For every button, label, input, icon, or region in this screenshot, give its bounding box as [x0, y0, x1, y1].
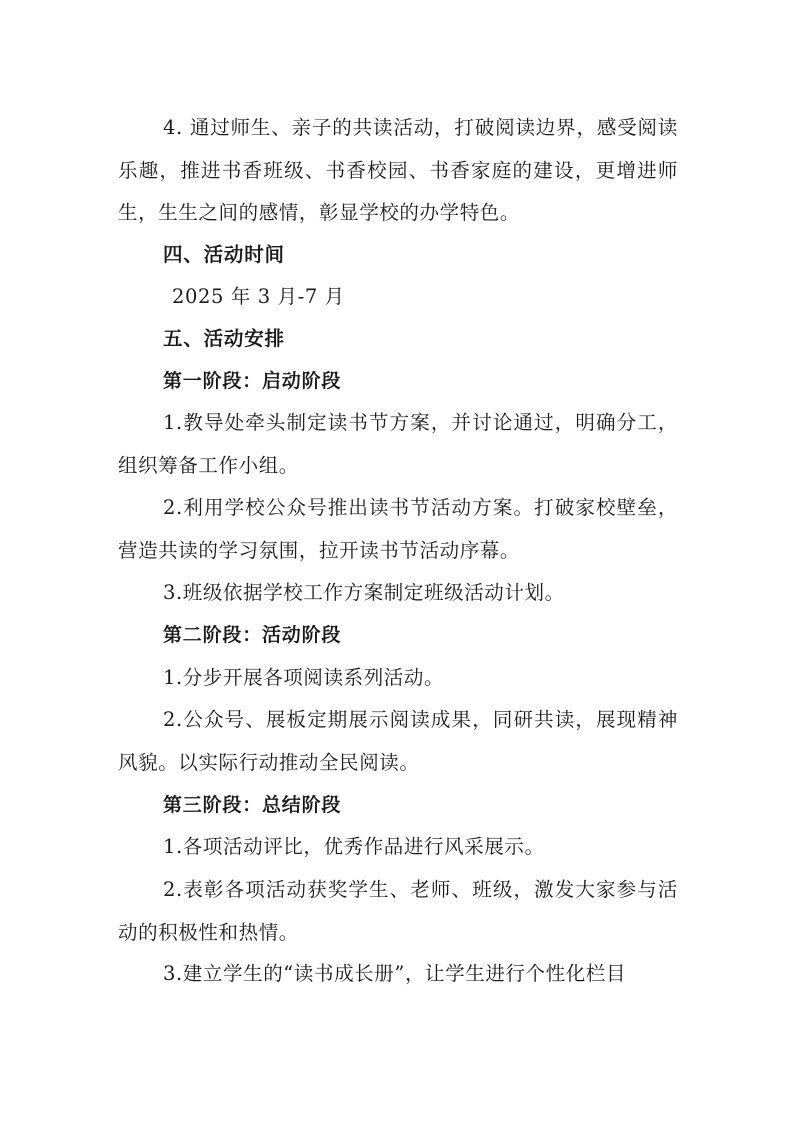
stage-2-title: 第二阶段：活动阶段: [163, 624, 342, 646]
stage-1-item-1: 1.教导处牵头制定读书节方案，并讨论通过，明确分工，组织筹备工作小组。: [118, 411, 678, 477]
stage-3-title: 第三阶段：总结阶段: [163, 794, 342, 816]
stage-1-item-2: 2.利用学校公众号推出读书节活动方案。打破家校壁垒，营造共读的学习氛围，拉开读书节活动序幕。: [118, 496, 678, 562]
stage-3-item-2: 2.表彰各项活动获奖学生、老师、班级，激发大家参与活动的积极性和热情。: [118, 878, 678, 944]
stage-2-item-2: 2.公众号、展板定期展示阅读成果，同研共读，展现精神风貌。以实际行动推动全民阅读。: [118, 708, 678, 774]
section-heading-activity-arrangement: 五、活动安排: [163, 327, 285, 350]
stage-1-title: 第一阶段：启动阶段: [163, 370, 342, 392]
activity-time-value: 2025 年 3 月-7 月: [172, 285, 345, 308]
stage-1-item-3: 3.班级依据学校工作方案制定班级活动计划。: [163, 581, 565, 604]
stage-3-item-1: 1.各项活动评比，优秀作品进行风采展示。: [163, 835, 545, 858]
stage-2-item-1: 1.分步开展各项阅读系列活动。: [163, 666, 445, 689]
stage-3-item-3: 3.建立学生的“读书成长册”，让学生进行个性化栏目: [163, 962, 627, 985]
section-heading-activity-time: 四、活动时间: [163, 243, 285, 266]
paragraph-goal-4: 4. 通过师生、亲子的共读活动，打破阅读边界，感受阅读乐趣，推进书香班级、书香校园、书香家庭的建设，更增进师生，生生之间的感情，彰显学校的办学特色。: [118, 116, 678, 224]
